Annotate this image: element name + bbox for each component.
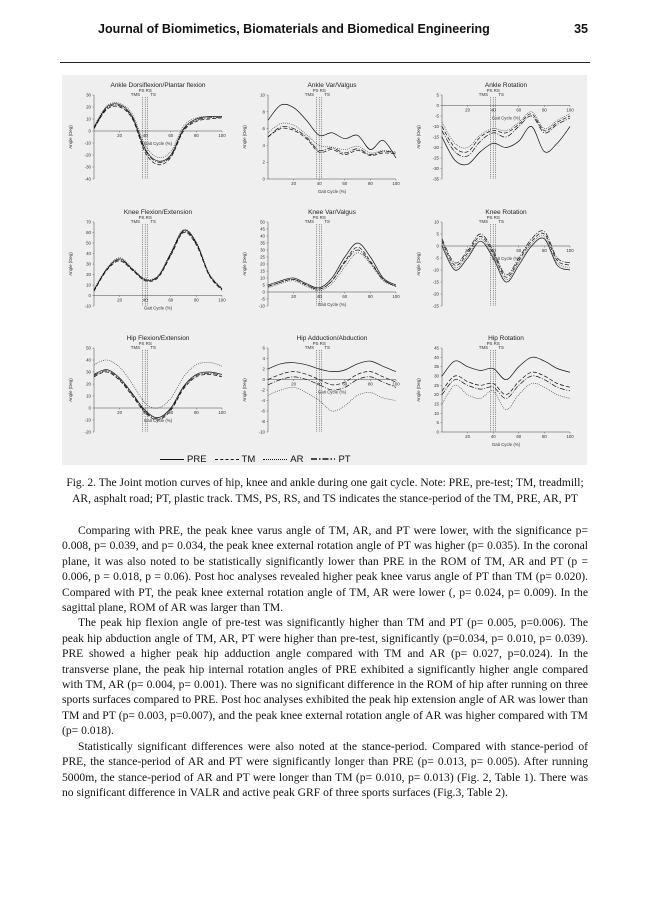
x-tick-label: 40	[490, 434, 496, 439]
y-tick-label: 40	[86, 251, 91, 256]
y-tick-label: 6	[262, 345, 265, 351]
y-tick-label: -8	[261, 419, 265, 424]
stance-marker-label: TS	[498, 219, 504, 224]
x-tick-label: 80	[541, 248, 547, 253]
x-tick-label: 40	[142, 297, 148, 303]
x-tick-label: 60	[342, 181, 348, 186]
y-tick-label: -10	[258, 429, 265, 435]
chart-title: Hip Rotation	[488, 335, 524, 342]
stance-marker-label: PS RS	[486, 88, 500, 93]
chart-svg	[412, 204, 587, 332]
figure-caption: Fig. 2. The Joint motion curves of hip, knee and ankle during one gait cycle. Note: PRE, pre-test; TM, treadmill; AR, asphalt road; PT, plastic track. TMS, PS, RS, and TS indicates the stance-period of the TM, PRE, AR, PT	[66, 477, 584, 505]
y-tick-label: 50	[260, 219, 265, 225]
y-tick-label: 0	[436, 103, 439, 108]
x-tick-label: 20	[117, 133, 123, 138]
y-tick-label: 20	[86, 104, 91, 110]
y-tick-label: -20	[432, 145, 439, 150]
y-axis-label: Angle (Deg)	[68, 125, 73, 149]
x-axis-label: Gait Cycle (%)	[143, 305, 173, 311]
y-tick-label: -2	[261, 387, 265, 393]
chart-svg	[238, 330, 413, 458]
y-tick-label: 2	[262, 159, 265, 165]
y-tick-label: 0	[88, 128, 91, 134]
x-tick-label: 100	[566, 434, 574, 439]
y-tick-label: -10	[432, 267, 439, 273]
x-tick-label: 20	[465, 434, 471, 439]
x-tick-label: 60	[516, 434, 522, 439]
stance-marker-label: TMS	[304, 219, 315, 224]
stance-marker-label: TMS	[304, 92, 315, 97]
x-axis-label: Gait Cycle (%)	[491, 256, 521, 261]
y-tick-label: -5	[435, 255, 439, 261]
chart-title: Knee Flexion/Extension	[123, 209, 193, 216]
series-line-ar	[94, 103, 222, 158]
x-axis-label: Gait Cycle (%)	[491, 115, 521, 121]
legend-label: PRE	[187, 453, 207, 465]
series-line-pt	[442, 376, 570, 399]
journal-title: Journal of Biomimetics, Biomaterials and Biomedical Engineering	[98, 22, 490, 36]
y-tick-label: 50	[86, 345, 91, 351]
stance-marker-label: PS RS	[138, 341, 152, 346]
chart-panel-1	[238, 77, 413, 205]
x-axis-label: Gait Cycle (%)	[317, 389, 347, 395]
chart-panel-0	[64, 77, 239, 205]
legend-label: AR	[290, 453, 304, 465]
series-line-pre	[94, 104, 222, 162]
x-tick-label: 40	[316, 181, 322, 186]
stance-marker-label: TMS	[478, 219, 489, 224]
series-line-pt	[94, 371, 222, 419]
x-tick-label: 100	[218, 410, 226, 415]
y-tick-label: 5	[262, 282, 265, 288]
y-tick-label: -10	[258, 303, 265, 309]
stance-marker-label: TMS	[130, 92, 141, 97]
y-tick-label: -10	[84, 417, 91, 423]
y-tick-label: -40	[84, 176, 91, 182]
x-tick-label: 60	[168, 297, 174, 303]
y-tick-label: 30	[86, 369, 91, 375]
chart-panel-5	[412, 204, 587, 332]
chart-panel-7	[238, 330, 413, 458]
legend-item-pre	[160, 454, 207, 465]
x-tick-label: 60	[516, 248, 522, 253]
y-tick-label: 5	[436, 231, 439, 237]
chart-svg	[238, 204, 413, 332]
y-tick-label: 0	[262, 289, 265, 295]
stance-marker-label: TS	[498, 92, 504, 97]
y-axis-label: Angle (Deg)	[416, 252, 421, 276]
y-axis-label: Angle (Deg)	[416, 125, 421, 149]
y-tick-label: 30	[86, 92, 91, 98]
x-tick-label: 20	[291, 294, 297, 299]
series-line-pre	[442, 357, 570, 380]
y-tick-label: 4	[262, 356, 265, 361]
x-tick-label: 80	[367, 294, 373, 299]
x-tick-label: 20	[291, 381, 297, 387]
chart-svg	[238, 77, 413, 205]
stance-marker-label: TS	[150, 345, 156, 350]
stance-marker-label: PS RS	[138, 215, 152, 220]
y-tick-label: 4	[262, 142, 265, 148]
paragraph: The peak hip flexion angle of pre-test was significantly higher than TM and PT (p= 0.005, p=0.006). The peak hip abduction angle of TM, AR, PT were higher than pre-test, significantly (p=0.034, p= 0.010, p= 0.039). PRE showed a higher peak hip adduction angle compared with TM and AR (p= 0.027, p=0.024). In the transverse plane, the peak hip internal rotation angles of PRE exhibited a significantly higher angle compared with TM, AR (p= 0.004, p= 0.001). There was no significant difference in the ROM of hip after running on three sports surfaces compared to PRE. Post hoc analyses exhibited the peak hip extension angle of AR was lower than TM and PT (p= 0.003, p=0.007), and the peak knee external rotation angle of AR was higher compared with TM (p= 0.018).	[62, 616, 588, 738]
y-tick-label: 25	[260, 254, 265, 260]
y-tick-label: 10	[86, 282, 91, 288]
x-tick-label: 20	[465, 107, 471, 113]
legend-item-pt	[311, 454, 350, 465]
y-tick-label: 25	[434, 382, 439, 388]
series-line-ar	[442, 383, 570, 409]
stance-marker-label: TS	[324, 92, 330, 97]
chart-title: Knee Var/Valgus	[308, 209, 356, 216]
y-tick-label: 15	[260, 268, 265, 274]
chart-svg	[64, 330, 239, 458]
figure-joint-motion	[62, 75, 587, 465]
x-tick-label: 80	[193, 410, 199, 415]
y-tick-label: 0	[88, 405, 91, 411]
stance-marker-label: TS	[150, 92, 156, 97]
y-tick-label: -25	[432, 155, 439, 161]
y-tick-label: 40	[86, 357, 91, 363]
y-tick-label: -10	[84, 303, 91, 309]
stance-marker-label: PS RS	[312, 88, 326, 93]
x-tick-label: 100	[392, 294, 400, 299]
x-axis-label: Gait Cycle (%)	[317, 302, 347, 307]
series-line-ar	[94, 360, 222, 408]
x-tick-label: 100	[392, 181, 400, 186]
chart-title: Hip Adduction/Abduction	[296, 335, 368, 342]
body-text	[62, 523, 588, 800]
x-tick-label: 80	[541, 107, 547, 113]
y-tick-label: -20	[84, 429, 91, 435]
y-tick-label: 5	[436, 92, 439, 98]
stance-marker-label: PS RS	[486, 341, 500, 346]
x-tick-label: 60	[168, 410, 174, 415]
y-tick-label: 60	[86, 230, 91, 235]
x-tick-label: 20	[465, 248, 471, 253]
series-line-pt	[94, 105, 222, 163]
y-tick-label: 70	[86, 219, 91, 225]
series-line-pre	[442, 126, 570, 165]
x-tick-label: 40	[490, 248, 496, 253]
y-tick-label: -35	[432, 176, 439, 182]
chart-panel-8	[412, 330, 587, 458]
series-line-pt	[268, 126, 396, 154]
y-tick-label: 20	[260, 261, 265, 267]
y-tick-label: 30	[86, 261, 91, 267]
page-header	[62, 22, 588, 36]
y-tick-label: -5	[435, 113, 439, 119]
y-tick-label: 0	[88, 293, 91, 298]
series-line-tm	[94, 106, 222, 165]
legend-item-tm	[215, 454, 256, 465]
y-tick-label: 35	[260, 240, 265, 246]
y-tick-label: 10	[260, 92, 265, 98]
y-tick-label: -15	[432, 279, 439, 285]
stance-marker-label: PS RS	[312, 341, 326, 346]
x-tick-label: 60	[516, 107, 522, 113]
header-rule	[60, 62, 590, 63]
y-tick-label: -4	[261, 398, 265, 403]
x-tick-label: 100	[566, 248, 574, 253]
chart-panel-6	[64, 330, 239, 458]
y-tick-label: 10	[434, 219, 439, 225]
stance-marker-label: TS	[150, 219, 156, 224]
x-tick-label: 60	[342, 294, 348, 299]
chart-svg	[64, 77, 239, 205]
y-tick-label: 40	[260, 233, 265, 239]
x-tick-label: 40	[490, 107, 496, 113]
y-tick-label: 10	[260, 275, 265, 281]
stance-marker-label: TMS	[478, 345, 489, 350]
y-tick-label: 10	[86, 116, 91, 122]
chart-panel-3	[64, 204, 239, 332]
y-tick-label: -20	[84, 152, 91, 158]
stance-marker-label: TS	[324, 219, 330, 224]
legend-label: TM	[241, 453, 256, 465]
x-tick-label: 40	[142, 133, 148, 138]
series-line-ar	[268, 123, 396, 153]
stance-marker-label: TS	[324, 345, 330, 350]
stance-marker-label: PS RS	[312, 215, 326, 220]
y-tick-label: 15	[434, 401, 439, 407]
x-tick-label: 80	[193, 133, 199, 138]
y-tick-label: 2	[262, 366, 265, 372]
y-tick-label: 0	[262, 377, 265, 382]
series-line-tm	[94, 372, 222, 420]
y-axis-label: Angle (Deg)	[242, 252, 247, 276]
y-tick-label: 20	[86, 381, 91, 387]
series-line-pre	[94, 370, 222, 418]
x-tick-label: 100	[218, 133, 226, 138]
series-line-tm	[268, 128, 396, 155]
x-tick-label: 80	[367, 181, 373, 186]
series-line-tm	[94, 232, 222, 291]
x-axis-label: Gait Cycle (%)	[491, 442, 521, 447]
x-tick-label: 100	[566, 107, 574, 113]
y-tick-label: 30	[260, 247, 265, 253]
chart-panel-4	[238, 204, 413, 332]
stance-marker-label: TMS	[130, 219, 141, 224]
series-line-pt	[442, 231, 570, 275]
chart-svg	[412, 330, 587, 458]
chart-title: Ankle Dorsiflexion/Plantar flexion	[110, 82, 206, 89]
x-tick-label: 20	[117, 410, 123, 415]
chart-title: Ankle Rotation	[484, 82, 528, 89]
figure-legend	[160, 453, 460, 465]
series-line-tm	[268, 372, 396, 385]
y-tick-label: 30	[434, 373, 439, 379]
y-tick-label: -6	[261, 408, 265, 414]
x-tick-label: 80	[193, 297, 199, 303]
stance-marker-label: PS RS	[486, 215, 500, 220]
y-tick-label: 8	[262, 109, 265, 115]
x-tick-label: 40	[316, 381, 322, 387]
y-tick-label: -30	[432, 166, 439, 171]
series-line-pre	[268, 361, 396, 372]
legend-item-ar	[263, 454, 303, 465]
stance-marker-label: TMS	[130, 345, 141, 350]
y-tick-label: 10	[86, 393, 91, 399]
x-tick-label: 60	[342, 381, 348, 387]
y-tick-label: 40	[434, 354, 439, 360]
stance-marker-label: PS RS	[138, 88, 152, 93]
y-tick-label: -10	[84, 140, 91, 146]
paragraph: Comparing with PRE, the peak knee varus angle of TM, AR, and PT were lower, with the significance p= 0.008, p= 0.039, and p= 0.034, the peak knee external rotation angle of PT was higher (p= 0.035). In the coronal plane, it was also noted to be statistically significantly lower than PRE in the ROM of TM, AR and PT (p = 0.006, p = 0.018, p = 0.06). Post hoc analyses revealed higher peak knee varus angle of PT than TM (p= 0.020). Compared with PT, the peak knee external rotation angle of TM, AR were lower (, p= 0.024, p= 0.009). In the sagittal plane, ROM of AR was larger than TM.	[62, 524, 588, 615]
y-tick-label: -15	[432, 134, 439, 140]
y-tick-label: 20	[86, 272, 91, 277]
x-tick-label: 80	[367, 381, 373, 387]
y-tick-label: 0	[436, 429, 439, 435]
chart-svg	[64, 204, 239, 332]
y-tick-label: -25	[432, 303, 439, 309]
y-axis-label: Angle (Deg)	[242, 125, 247, 149]
chart-title: Knee Rotation	[485, 209, 527, 216]
paragraph: Statistically significant differences were also noted at the stance-period. Compared with stance-period of PRE, the stance-period of AR and PT were significantly longer than PRE (p= 0.013, p= 0.005). After running 5000m, the stance-period of AR and PT were longer than TM (p= 0.010, p= 0.013) (Fig. 2, Table 1). There was no significant difference in VALR and active peak GRF of three sports surfaces (Fig.3, Table 2).	[62, 739, 588, 799]
series-line-pt	[268, 250, 396, 289]
y-tick-label: 10	[434, 410, 439, 416]
y-tick-label: 0	[262, 176, 265, 182]
x-tick-label: 80	[541, 434, 547, 439]
stance-marker-label: TMS	[478, 92, 489, 97]
y-axis-label: Angle (Deg)	[416, 378, 421, 402]
y-tick-label: -30	[84, 164, 91, 170]
y-tick-label: 5	[436, 420, 439, 426]
x-tick-label: 100	[218, 297, 226, 303]
dashdot-swatch	[311, 457, 335, 461]
y-tick-label: -10	[432, 124, 439, 129]
y-tick-label: 50	[86, 240, 91, 246]
y-tick-label: -5	[261, 296, 265, 302]
chart-title: Ankle Var/Valgus	[307, 82, 357, 89]
x-tick-label: 20	[117, 297, 123, 303]
x-tick-label: 100	[392, 381, 400, 387]
x-axis-label: Gait Cycle (%)	[143, 141, 173, 146]
y-tick-label: 0	[436, 243, 439, 249]
chart-panel-2	[412, 77, 587, 205]
page-number: 35	[574, 22, 588, 36]
y-axis-label: Angle (Deg)	[242, 378, 247, 402]
y-tick-label: 45	[434, 345, 439, 351]
y-axis-label: Angle (Deg)	[68, 378, 73, 402]
x-tick-label: 40	[142, 410, 148, 415]
x-tick-label: 60	[168, 133, 174, 138]
stance-marker-label: TMS	[304, 345, 315, 350]
x-tick-label: 20	[291, 181, 297, 186]
x-axis-label: Gait Cycle (%)	[143, 418, 173, 423]
stance-marker-label: TS	[498, 345, 504, 350]
x-axis-label: Gait Cycle (%)	[317, 189, 347, 194]
y-tick-label: 6	[262, 126, 265, 132]
legend-label: PT	[338, 453, 351, 465]
y-tick-label: -20	[432, 291, 439, 297]
chart-title: Hip Flexion/Extension	[126, 335, 190, 342]
y-axis-label: Angle (Deg)	[68, 252, 73, 276]
y-tick-label: 20	[434, 392, 439, 398]
y-tick-label: 45	[260, 226, 265, 232]
chart-svg	[412, 77, 587, 205]
x-tick-label: 40	[316, 294, 322, 299]
y-tick-label: 35	[434, 364, 439, 370]
